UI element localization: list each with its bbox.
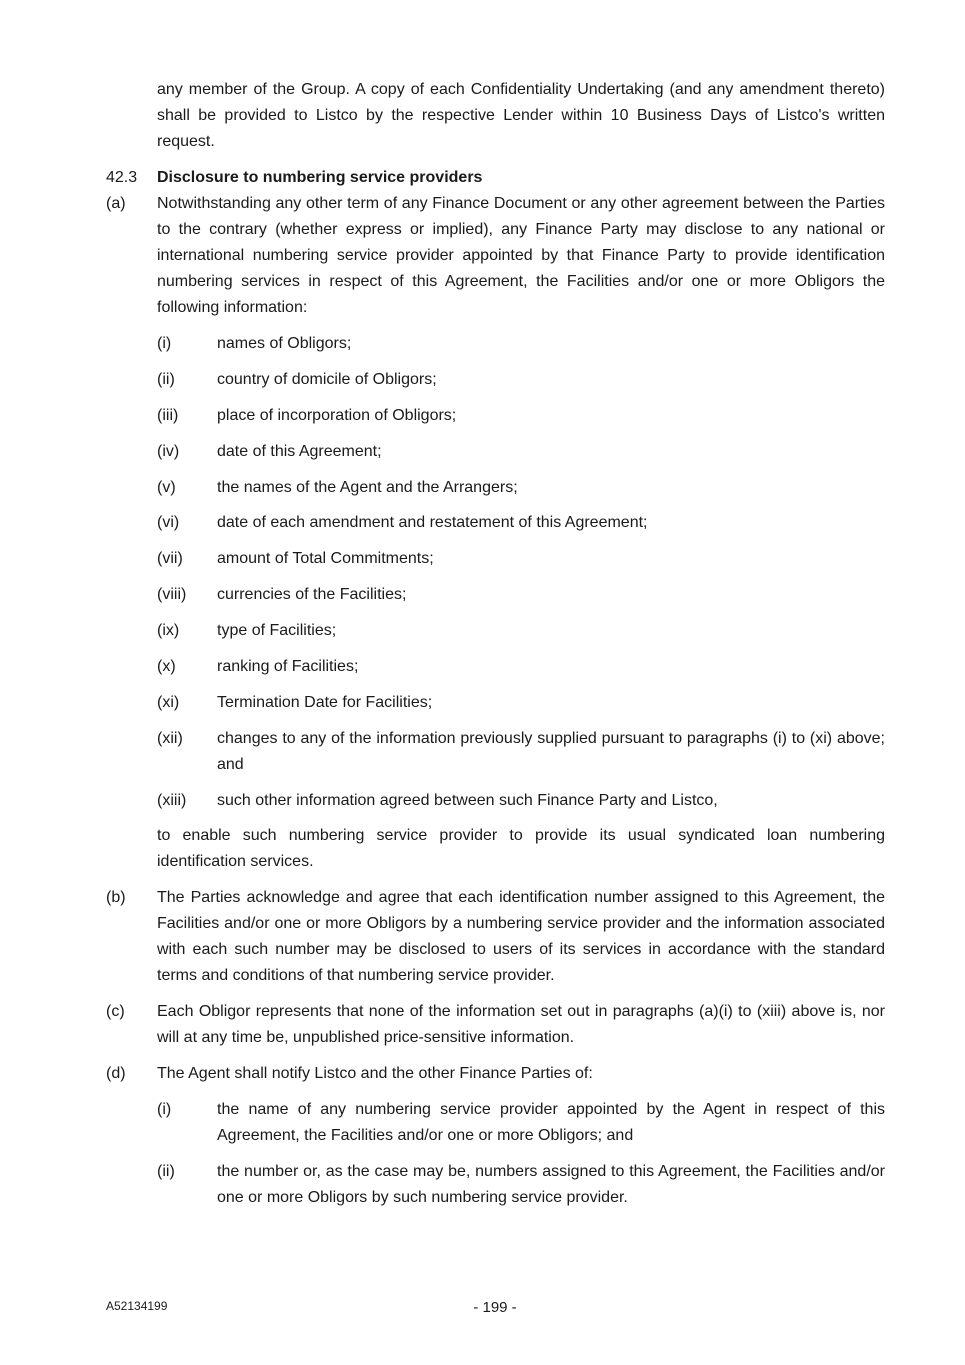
list-item-text: Termination Date for Facilities;: [217, 694, 433, 711]
list-item-label: (v): [157, 479, 176, 496]
para-d-label: (d): [106, 1065, 126, 1082]
list-item-label: (vi): [157, 514, 180, 531]
list-item-label: (ii): [157, 371, 175, 388]
list-item-text: type of Facilities;: [217, 622, 337, 639]
list-item-label: (x): [157, 658, 176, 675]
list-item-text: place of incorporation of Obligors;: [217, 407, 457, 424]
list-item-text: such other information agreed between such Finance Party and Listco,: [217, 792, 718, 809]
para-a-label: (a): [106, 195, 126, 212]
list-item-label: (i): [157, 335, 172, 352]
section-number: 42.3: [106, 169, 138, 186]
list-item-text: amount of Total Commitments;: [217, 550, 434, 567]
list-item-text: changes to any of the information previously supplied pursuant to paragraphs (i) to (xi) above; and: [217, 730, 885, 773]
para-d-text: The Agent shall notify Listco and the other Finance Parties of:: [157, 1065, 593, 1082]
list-item-text: the names of the Agent and the Arrangers;: [217, 479, 518, 496]
list-item-label: (xiii): [157, 792, 187, 809]
list-item-label: (vii): [157, 550, 183, 567]
list-item-label: (viii): [157, 586, 187, 603]
list-item-label: (iii): [157, 407, 179, 424]
para-c-text: Each Obligor represents that none of the information set out in paragraphs (a)(i) to (xiii) above is, nor will at any time be, unpublished price-sensitive information.: [157, 1003, 885, 1046]
list-item-label: (iv): [157, 443, 180, 460]
list-item-label: (xii): [157, 730, 183, 747]
list-item-text: the number or, as the case may be, numbers assigned to this Agreement, the Facilities and/or one or more Obligors by such numbering service provider.: [217, 1163, 885, 1206]
list-item-text: date of each amendment and restatement of this Agreement;: [217, 514, 648, 531]
list-item-label: (i): [157, 1101, 172, 1118]
list-item-text: the name of any numbering service provider appointed by the Agent in respect of this Agreement, the Facilities and/or one or more Obligors; and: [217, 1101, 885, 1144]
para-b-text: The Parties acknowledge and agree that each identification number assigned to this Agreement, the Facilities and/or one or more Obligors by a numbering service provider and the information associated with each such number may be disclosed to users of its services in accordance with the standard terms and conditions of that numbering service provider.: [157, 889, 885, 984]
list-item-label: (xi): [157, 694, 180, 711]
list-item-label: (ii): [157, 1163, 175, 1180]
para-a-text: Notwithstanding any other term of any Finance Document or any other agreement between the Parties to the contrary (whether express or implied), any Finance Party may disclose to any national or international numbering service provider appointed by that Finance Party to provide identification numbering services in respect of this Agreement, the Facilities and/or one or more Obligors the following information:: [157, 195, 885, 316]
list-item-text: date of this Agreement;: [217, 443, 382, 460]
intro-continuation: any member of the Group. A copy of each Confidentiality Undertaking (and any amendment thereto) shall be provided to Listco by the respective Lender within 10 Business Days of Listco's written request.: [157, 81, 885, 150]
list-item-text: ranking of Facilities;: [217, 658, 359, 675]
list-item-text: names of Obligors;: [217, 335, 352, 352]
para-b-label: (b): [106, 889, 126, 906]
document-reference: A52134199: [106, 1299, 168, 1313]
para-a-closing: to enable such numbering service provider to provide its usual syndicated loan numbering identification services.: [157, 827, 885, 870]
para-c-label: (c): [106, 1003, 125, 1020]
list-item-label: (ix): [157, 622, 180, 639]
list-item-text: country of domicile of Obligors;: [217, 371, 437, 388]
page-number: - 199 -: [473, 1299, 517, 1316]
list-item-text: currencies of the Facilities;: [217, 586, 407, 603]
section-title: Disclosure to numbering service providers: [157, 169, 483, 186]
